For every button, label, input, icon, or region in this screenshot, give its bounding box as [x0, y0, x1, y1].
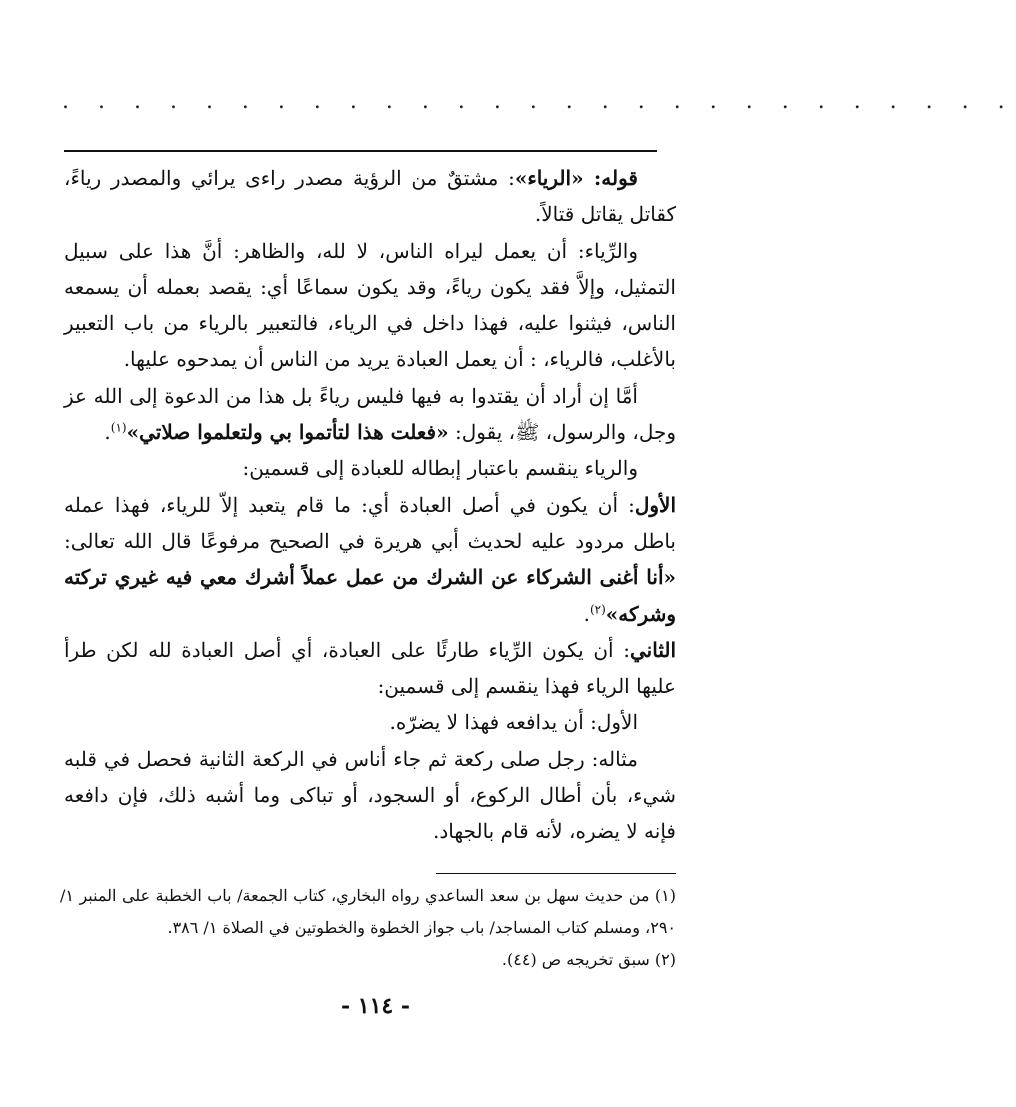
footnote-rule: [436, 873, 676, 874]
section-label: الأول: [634, 492, 676, 517]
paragraph-text: : أن يكون الرِّياء طارئًا على العبادة، أي أصل العبادة لله لكن طرأ عليها الرياء فهذا ينقسم إلى قسمين:: [64, 637, 676, 699]
footnote-ref: (٢): [589, 601, 606, 616]
footnote-ref: (١): [110, 420, 127, 435]
paragraph-text: والرِّياء: أن يعمل ليراه الناس، لا لله، والظاهر: أنَّ هذا على سبيل التمثيل، وإلاَّ فقد يكون رياءً، وقد يكون سماعًا أي: يقصد بعمله أن يسمعه الناس، فيثنوا عليه، فهذا داخل في الرياء، فالتعبير بالرياء من باب التعبير بالأغلب، فالرياء، : أن يعمل العبادة يريد من الناس أن يمدحوه عليها.: [64, 238, 676, 372]
paragraph-text: والرياء ينقسم باعتبار إبطاله للعبادة إلى قسمين:: [242, 456, 638, 481]
hadith-quote: «فعلت هذا لتأتموا بي ولتعلموا صلاتي»: [126, 420, 449, 445]
header-dotted-line: . . . . . . . . . . . . . . . . . . . . . . . . . . .: [62, 89, 1016, 114]
page-number: - ١١٤ -: [340, 993, 411, 1019]
paragraph-riya-meaning: [64, 233, 676, 378]
paragraph-end: .: [104, 420, 111, 445]
paragraph-division: [64, 450, 676, 486]
hadith-quote: «أنا أغنى الشركاء عن الشرك من عمل عملاً أشرك معي فيه غيري تركته وشركه»: [64, 565, 676, 626]
paragraph-first-type: [64, 487, 676, 632]
footnote-2: (٢) سبق تخريجه ص (٤٤).: [501, 950, 676, 969]
section-label: الثاني: [629, 637, 676, 662]
paragraph-second-type: [64, 632, 676, 705]
paragraph-subtype: [64, 704, 676, 740]
paragraph-text: : أن يكون في أصل العبادة أي: ما قام يتعبد إلاّ للرياء، فهذا عمله باطل مردود عليه لحديث أبي هريرة في الصحيح مرفوعًا قال الله تعالى:: [64, 492, 676, 553]
term-heading: قوله: «الرياء»: [514, 166, 638, 190]
main-text: [64, 160, 676, 850]
paragraph-text: : مشتقٌ من الرؤية مصدر راءى يرائي والمصدر رياءً، كقاتل يقاتل قتالاً.: [64, 166, 676, 227]
header-rule: [64, 150, 657, 152]
paragraph-imitation: [64, 378, 676, 451]
paragraph-text: الأول: أن يدافعه فهذا لا يضرّه.: [389, 710, 638, 735]
paragraph-text: مثاله: رجل صلى ركعة ثم جاء أناس في الركعة الثانية فحصل في قلبه شيء، بأن أطال الركوع، أو السجود، أو تباكى وما أشبه ذلك، فإن دافعه فإنه لا يضره، لأنه قام بالجهاد.: [64, 746, 676, 844]
paragraph-end: .: [583, 601, 590, 626]
paragraph-riya-definition: [64, 160, 676, 233]
paragraph-text: أمَّا إن أراد أن يقتدوا به فيها فليس رياءً بل هذا من الدعوة إلى الله عز وجل، والرسول، ﷺ، يقول:: [64, 383, 676, 445]
paragraph-example: [64, 741, 676, 850]
footnote-1: (١) من حديث سهل بن سعد الساعدي رواه البخاري، كتاب الجمعة/ باب الخطبة على المنبر ١/ ٢٩٠، ومسلم كتاب المساجد/ باب جواز الخطوة والخطوتين في الصلاة ١/ ٣٨٦.: [60, 886, 676, 937]
footnotes: [60, 880, 676, 976]
